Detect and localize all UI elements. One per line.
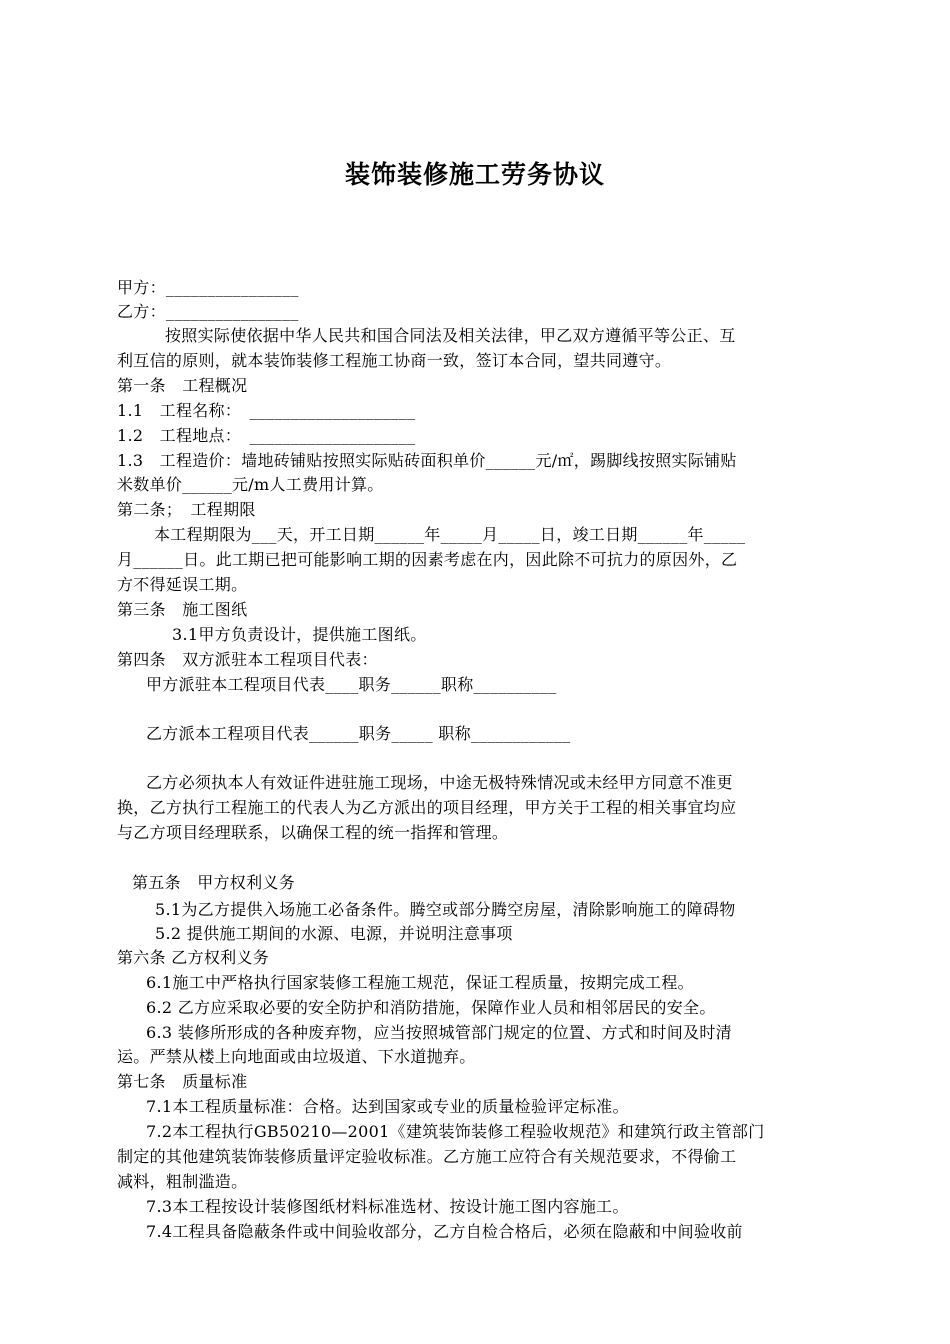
clause-7-4: 7.4工程具备隐蔽条件或中间验收部分，乙方自检合格后，必须在隐蔽和中间验收前 (146, 1222, 743, 1241)
party-a-line: 甲方：________________ (117, 278, 299, 297)
clause-1-1: 1.1 工程名称： ____________________ (117, 401, 416, 420)
clause-6-2: 6.2 乙方应采取必要的安全防护和消防措施，保障作业人员和相邻居民的安全。 (146, 998, 716, 1017)
article-4-text: 乙方必须执本人有效证件进驻施工现场，中途无极特殊情况或未经甲方同意不准更 (146, 773, 733, 792)
clause-7-2-cont: 制定的其他建筑装饰装修质量评定验收标准。乙方施工应符合有关规范要求，不得偷工 (117, 1147, 737, 1166)
clause-7-1: 7.1本工程质量标准：合格。达到国家或专业的质量检验评定标准。 (146, 1097, 629, 1116)
article-5-heading: 第五条 甲方权利义务 (132, 873, 296, 892)
clause-6-3-cont: 运。严禁从楼上向地面或由垃圾道、下水道抛弃。 (117, 1047, 476, 1066)
article-2-heading: 第二条； 工程期限 (117, 500, 256, 519)
clause-5-2: 5.2 提供施工期间的水源、电源，并说明注意事项 (155, 924, 513, 943)
document-title: 装饰装修施工劳务协议 (344, 160, 605, 189)
clause-1-3-cont: 米数单价______元/m人工费用计算。 (117, 475, 384, 494)
clause-7-2: 7.2本工程执行GB50210—2001《建筑装饰装修工程验收规范》和建筑行政主管部门 (146, 1122, 765, 1141)
party-b-line: 乙方：________________ (117, 302, 299, 321)
article-4-text: 换，乙方执行工程施工的代表人为乙方派出的项目经理，甲方关于工程的相关事宜均应 (117, 798, 737, 817)
article-3-heading: 第三条 施工图纸 (117, 600, 248, 619)
article-2-text: 本工程期限为___天，开工日期______年_____月_____日，竣工日期______年_____ (154, 525, 746, 544)
clause-7-3: 7.3本工程按设计装修图纸材料标准选材、按设计施工图内容施工。 (146, 1197, 629, 1216)
clause-7-2-cont: 减料，粗制滥造。 (117, 1172, 248, 1191)
article-6-heading: 第六条 乙方权利义务 (117, 948, 270, 967)
party-a-representative: 甲方派驻本工程项目代表____职务______职称__________ (146, 675, 557, 694)
article-4-text: 与乙方项目经理联系，以确保工程的统一指挥和管理。 (117, 823, 509, 842)
party-b-representative: 乙方派本工程项目代表______职务_____ 职称____________ (146, 724, 571, 743)
article-2-text: 方不得延误工期。 (117, 575, 248, 594)
clause-5-1: 5.1为乙方提供入场施工必备条件。腾空或部分腾空房屋，清除影响施工的障碍物 (155, 900, 736, 919)
clause-1-3: 1.3 工程造价：墙地砖铺贴按照实际贴砖面积单价______元/㎡，踢脚线按照实际铺贴 (117, 451, 737, 470)
article-4-heading: 第四条 双方派驻本工程项目代表： (117, 650, 378, 669)
clause-1-2: 1.2 工程地点： ____________________ (117, 426, 416, 445)
clause-6-1: 6.1施工中严格执行国家装修工程施工规范，保证工程质量，按期完成工程。 (146, 973, 694, 992)
article-1-heading: 第一条 工程概况 (117, 376, 248, 395)
article-2-text: 月______日。此工期已把可能影响工期的因素考虑在内，因此除不可抗力的原因外，乙 (117, 550, 738, 569)
preamble-line: 按照实际使依据中华人民共和国合同法及相关法律，甲乙双方遵循平等公正、互 (165, 326, 736, 345)
preamble-line: 利互信的原则，就本装饰装修工程施工协商一致，签订本合同，望共同遵守。 (117, 351, 672, 370)
article-7-heading: 第七条 质量标准 (117, 1072, 248, 1091)
clause-6-3: 6.3 装修所形成的各种废弃物，应当按照城管部门规定的位置、方式和时间及时清 (146, 1023, 732, 1042)
clause-3-1: 3.1甲方负责设计，提供施工图纸。 (172, 625, 427, 644)
